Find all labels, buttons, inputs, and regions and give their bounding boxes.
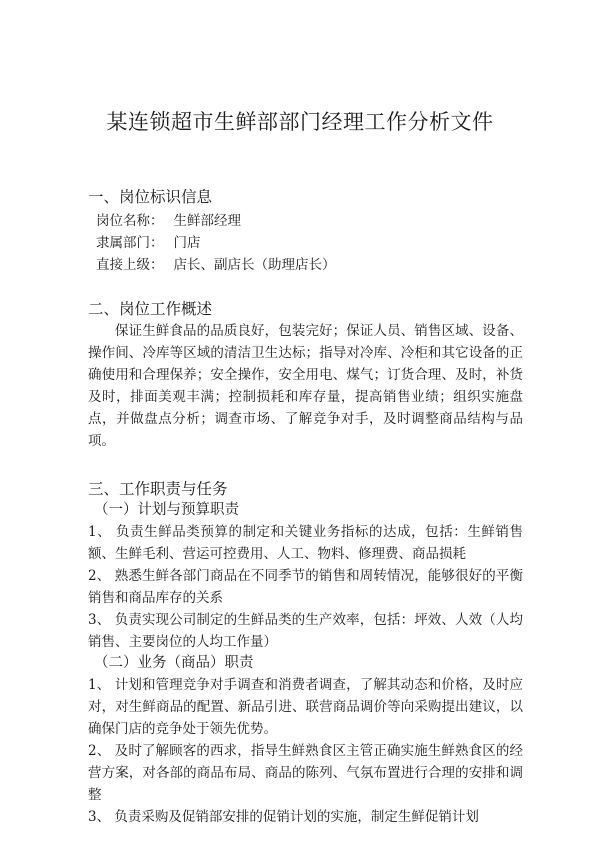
info-row-direct-superior bbox=[88, 254, 523, 276]
duty-item: 1、 计划和管理竞争对手调查和消费者调查，了解其动态和价格，及时应对，对生鲜商品的配置、新品引进、联营商品调价等向采购提出建议，以确保门店的竞争处于领先优势。 bbox=[88, 677, 523, 737]
section-position-identification bbox=[88, 186, 523, 276]
subsection-heading-planning-budget: （一）计划与预算职责 bbox=[94, 502, 239, 518]
spacer bbox=[88, 276, 523, 298]
info-list bbox=[88, 210, 523, 276]
duty-item: 2、 及时了解顾客的西求，指导生鲜熟食区主管正确实施生鲜熟食区的经营方案，对各部的商品布局、商品的陈列、气氛布置进行合理的安排和调整 bbox=[88, 743, 523, 803]
section-heading: 一、岗位标识信息 bbox=[88, 188, 213, 206]
info-label: 隶属部门： bbox=[96, 235, 164, 251]
duty-item: 1、 负责生鲜品类预算的制定和关键业务指标的达成，包括：生鲜销售额、生鲜毛利、营运可控费用、人工、物料、修理费、商品损耗 bbox=[88, 524, 523, 562]
spacer bbox=[88, 452, 523, 478]
info-label: 岗位名称： bbox=[96, 213, 164, 229]
document-title: 某连锁超市生鲜部部门经理工作分析文件 bbox=[106, 110, 494, 134]
document-body bbox=[88, 186, 523, 828]
info-row-department bbox=[88, 232, 523, 254]
duty-item: 3、 负责实现公司制定的生鲜品类的生产效率，包括：坪效、人效（人均销售、主要岗位的人均工作量） bbox=[88, 612, 523, 650]
section-heading: 二、岗位工作概述 bbox=[88, 300, 213, 318]
section-job-overview bbox=[88, 298, 523, 452]
subsection-heading-business-goods: （二）业务（商品）职责 bbox=[94, 655, 254, 671]
duty-item: 2、 熟悉生鲜各部门商品在不同季节的销售和周转情况，能够很好的平衡销售和商品库存的关系 bbox=[88, 568, 523, 606]
section-heading: 三、工作职责与任务 bbox=[88, 480, 228, 498]
duty-item: 3、 负责采购及促销部安排的促销计划的实施，制定生鲜促销计划 bbox=[88, 809, 479, 825]
info-value: 门店 bbox=[173, 235, 201, 251]
overview-paragraph: 保证生鲜食品的品质良好，包装完好；保证人员、销售区域、设备、操作间、冷库等区域的清洁卫生达标；指导对冷库、冷柜和其它设备的正确使用和合理保养；安全操作，安全用电、煤气；订货合理、及时，补货及时，排面美观丰满；控制损耗和库存量，提高销售业绩；组织实施盘点，并做盘点分析；调查市场、了解竞争对手，及时调整商品结构与品项。 bbox=[88, 323, 523, 449]
info-value: 店长、副店长（助理店长） bbox=[173, 257, 336, 273]
info-row-position-name bbox=[88, 210, 523, 232]
info-label: 直接上级： bbox=[96, 257, 164, 273]
info-value: 生鲜部经理 bbox=[173, 213, 241, 229]
section-duties-tasks bbox=[88, 478, 523, 828]
